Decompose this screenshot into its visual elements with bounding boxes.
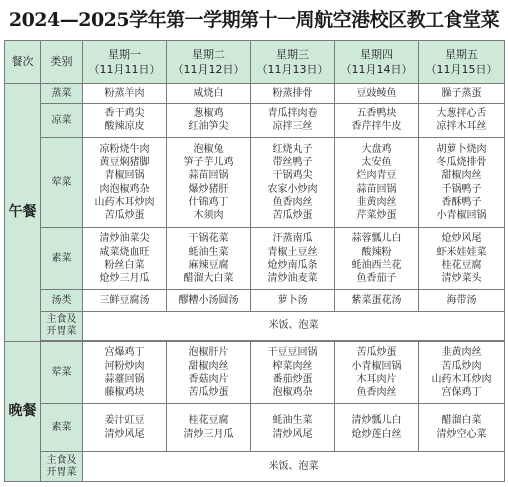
- day-header-tue: 星期二 （11月12日）: [167, 41, 251, 84]
- menu-cell: 汗蒸南瓜 青椒土豆丝 炝炒南瓜条 清炒油麦菜: [251, 228, 335, 290]
- page-title: 2024—2025学年第一学期第十一周航空港校区教工食堂菜: [8, 9, 500, 31]
- lunch-cold-category: 凉菜: [41, 103, 83, 137]
- menu-cell: 豆豉鲮鱼: [335, 83, 419, 103]
- lunch-soup-row: [5, 290, 505, 311]
- menu-cell: 咸烧白: [167, 83, 251, 103]
- lunch-staple-cell: 米饭、泡菜: [83, 311, 505, 341]
- menu-cell: 大葱拌心舌 凉拌木耳丝: [419, 103, 505, 137]
- menu-cell: 干锅花菜 蚝油生菜 麻辣豆腐 醋溜大白菜: [167, 228, 251, 290]
- menu-cell: 清炒油菜尖 咸菜烧血旺 粉丝白菜 炝炒三月瓜: [83, 228, 167, 290]
- dinner-label: 晚餐: [5, 342, 41, 482]
- lunch-meat-category: 荤菜: [41, 137, 83, 228]
- dinner-meat-row: [5, 342, 505, 404]
- menu-cell: 紫菜蛋花汤: [335, 290, 419, 311]
- day-header-wed: 星期三 （11月13日）: [251, 41, 335, 84]
- menu-cell: 粉蒸羊肉: [83, 83, 167, 103]
- menu-cell: 清炒瓢儿白 炝炒莲白丝: [335, 404, 419, 452]
- category-column-header: 类别: [41, 41, 83, 84]
- lunch-label: 午餐: [5, 83, 41, 342]
- lunch-veg-category: 素菜: [41, 228, 83, 290]
- header-row: [5, 41, 505, 84]
- dinner-staple-row: [5, 452, 505, 482]
- menu-cell: 苦瓜炒蛋 小青椒回锅 木耳肉片 鱼香肉丝: [335, 342, 419, 404]
- menu-cell: 葱椒鸡 红油笋尖: [167, 103, 251, 137]
- menu-cell: 粉蒸排骨: [251, 83, 335, 103]
- menu-cell: 胡萝卜烧肉 冬瓜烧排骨 甜椒肉丝 千锅鸭子 香酥鸭子 小青椒回锅: [419, 137, 505, 228]
- menu-cell: 醪糟小汤圆汤: [167, 290, 251, 311]
- dinner-veg-category: 素菜: [41, 404, 83, 452]
- menu-cell: 桂花豆腐 清炒三月瓜: [167, 404, 251, 452]
- menu-cell: 泡椒肝片 甜椒肉丝 香菇肉片 苦瓜炒蛋: [167, 342, 251, 404]
- menu-cell: 萝卜汤: [251, 290, 335, 311]
- menu-cell: 海带汤: [419, 290, 505, 311]
- menu-cell: 干豆豆回锅 榨菜肉丝 番茄炒蛋 泡椒鸡杂: [251, 342, 335, 404]
- menu-cell: 蒜蓉瓢儿白 酸辣粉 蚝油西兰花 鱼香茄子: [335, 228, 419, 290]
- meal-column-header: 餐次: [5, 41, 41, 84]
- menu-cell: 宫爆鸡丁 河粉炒肉 蒜薹回锅 藤椒鸡块: [83, 342, 167, 404]
- dinner-staple-category: 主食及 开胃菜: [41, 452, 83, 482]
- menu-table: [4, 40, 505, 482]
- menu-cell: 韭黄肉丝 苦瓜炒肉 山药木耳炒肉 宫保鸡丁: [419, 342, 505, 404]
- day-header-fri: 星期五 （11月15日）: [419, 41, 505, 84]
- lunch-staple-row: [5, 311, 505, 341]
- menu-cell: 臊子蒸蛋: [419, 83, 505, 103]
- menu-cell: 青瓜拌肉卷 凉拌三丝: [251, 103, 335, 137]
- menu-cell: 红烧丸子 带丝鸭子 干锅鸡尖 农家小炒肉 鱼香肉丝 苦瓜炒蛋: [251, 137, 335, 228]
- day-header-thu: 星期四 （11月14日）: [335, 41, 419, 84]
- menu-cell: 香干鸡尖 酸辣凉皮: [83, 103, 167, 137]
- lunch-veg-row: [5, 228, 505, 290]
- lunch-soup-category: 汤类: [41, 290, 83, 311]
- lunch-steamed-row: [5, 83, 505, 103]
- lunch-steamed-category: 蒸菜: [41, 83, 83, 103]
- dinner-veg-row: [5, 404, 505, 452]
- lunch-cold-row: [5, 103, 505, 137]
- menu-cell: 炝炒风尾 虾米娃娃菜 桂花豆腐 清炒菜头: [419, 228, 505, 290]
- lunch-staple-category: 主食及 开胃菜: [41, 311, 83, 341]
- dinner-staple-cell: 米饭、泡菜: [83, 452, 505, 482]
- menu-cell: 蚝油生菜 清炒风尾: [251, 404, 335, 452]
- menu-cell: 醋溜白菜 清炒空心菜: [419, 404, 505, 452]
- lunch-meat-row: [5, 137, 505, 228]
- dinner-meat-category: 荤菜: [41, 342, 83, 404]
- day-header-mon: 星期一 （11月11日）: [83, 41, 167, 84]
- menu-cell: 大盘鸡 太安鱼 烂肉青豆 蒜苗回锅 韭黄肉丝 芹菜炒蛋: [335, 137, 419, 228]
- menu-cell: 凉粉烧牛肉 黄豆焖猪脚 青椒回锅 肉泡椒鸡杂 山药木耳炒肉 苦瓜炒蛋: [83, 137, 167, 228]
- menu-cell: 五香鸭块 香芹拌牛皮: [335, 103, 419, 137]
- menu-cell: 三鲜豆腐汤: [83, 290, 167, 311]
- menu-cell: 泡椒兔 笋子芋儿鸡 蒜苗回锅 爆炒猪肝 什锦鸡丁 木须肉: [167, 137, 251, 228]
- menu-cell: 姜汁豇豆 清炒风尾: [83, 404, 167, 452]
